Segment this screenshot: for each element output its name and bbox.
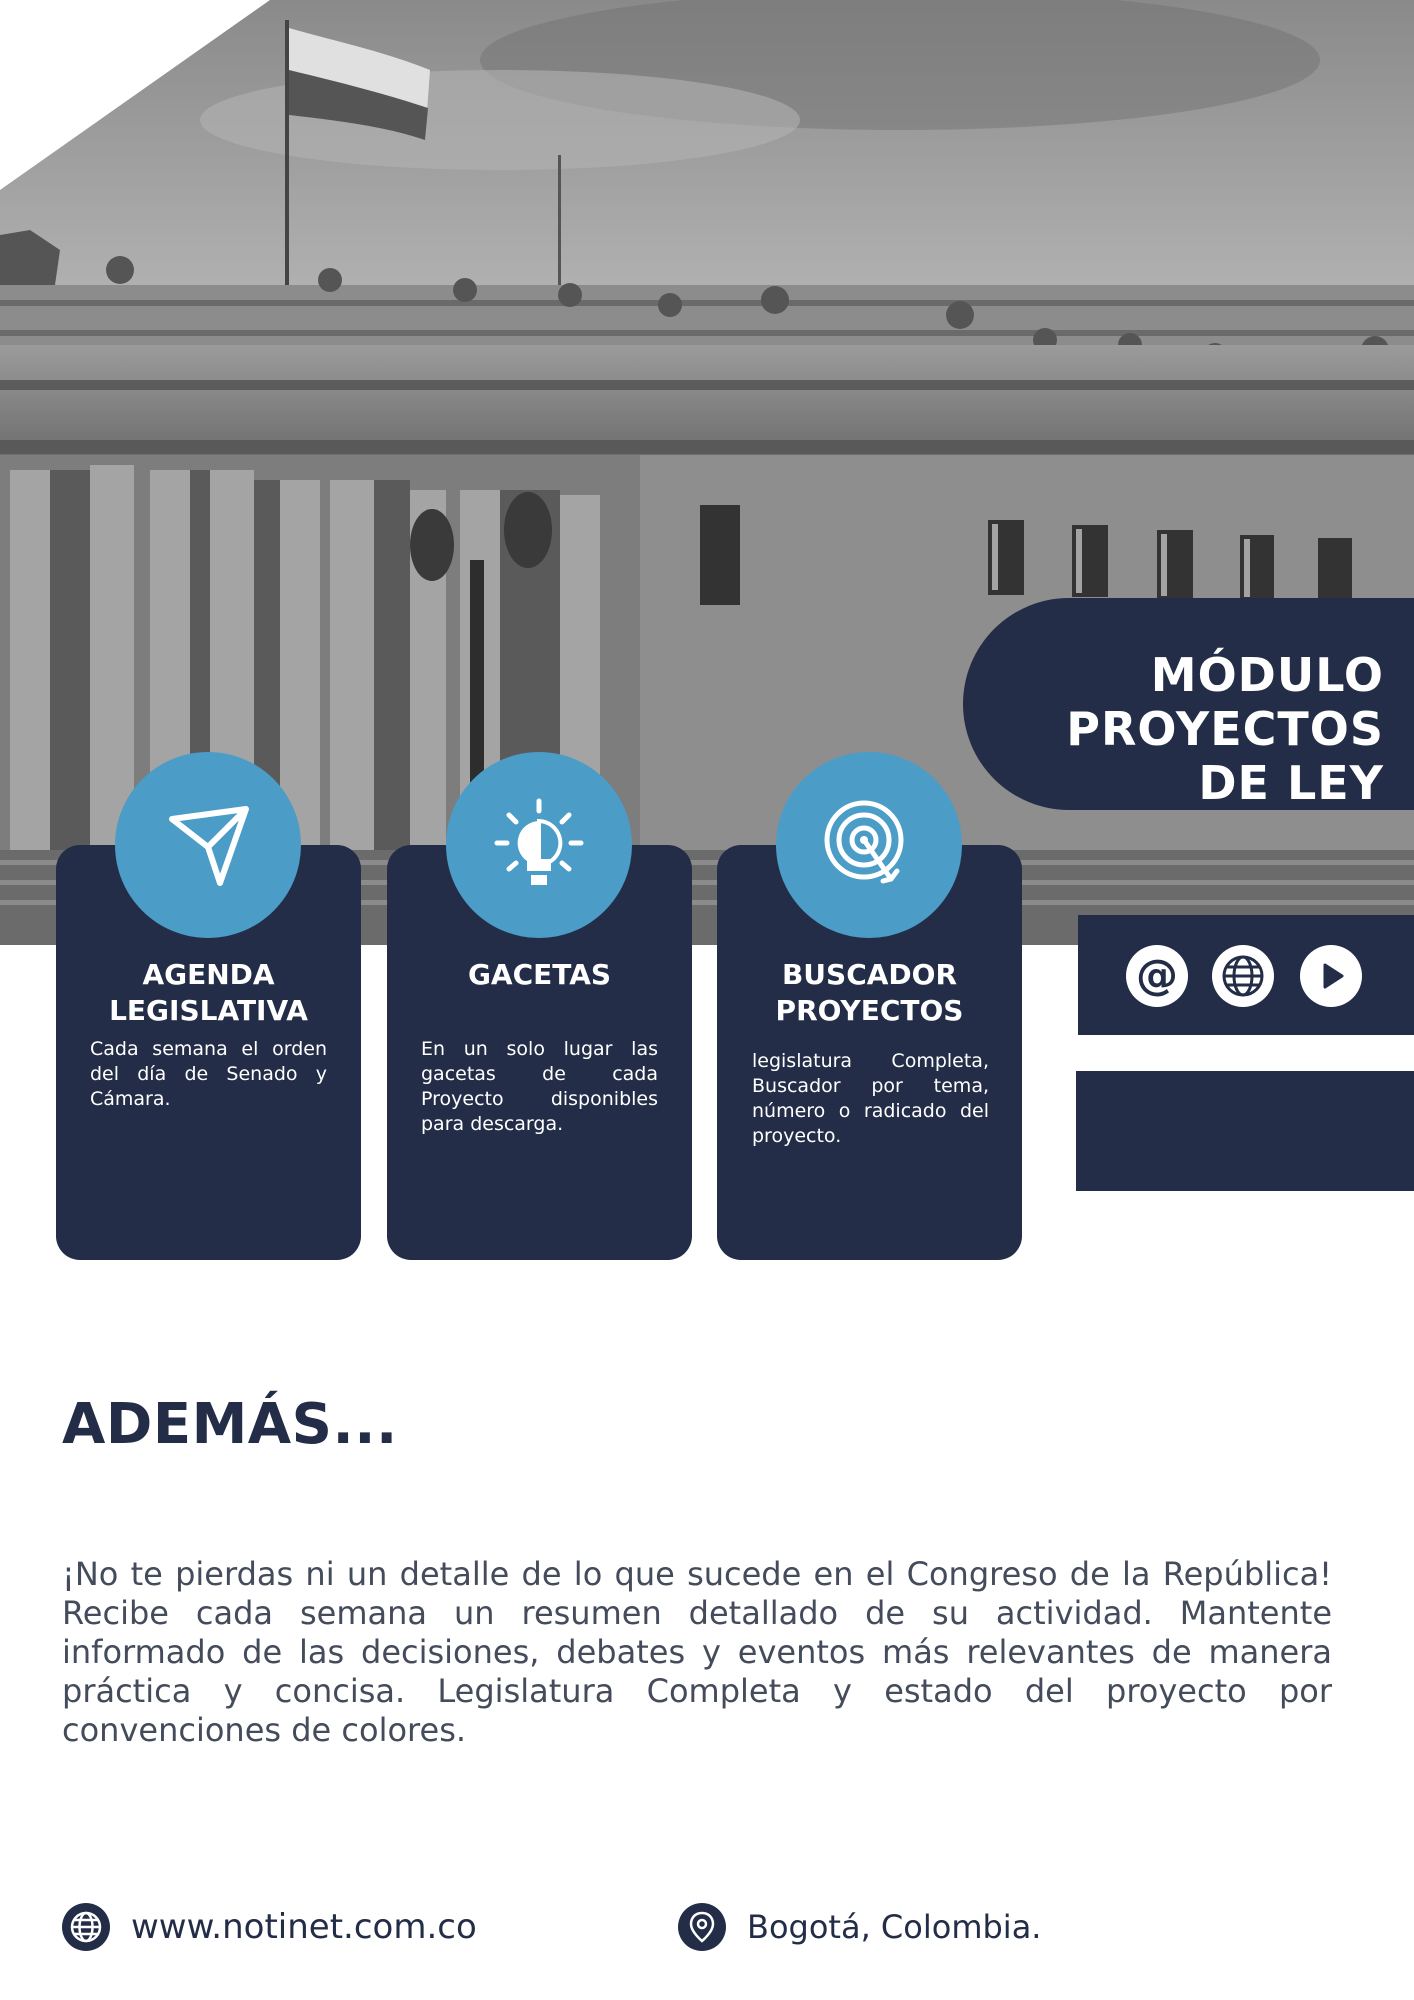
target-icon xyxy=(819,795,919,895)
card-title-line-1: BUSCADOR xyxy=(781,958,958,991)
play-icon xyxy=(1300,945,1362,1007)
ademas-body: ¡No te pierdas ni un detalle de lo que sucede en el Congreso de la República! Recibe cada semana un resumen detallado de su actividad. Mantente informado de las decisiones, debates y eventos más relevantes de manera práctica y concisa. Legislatura Completa y estado del proyecto por convenciones de colores. xyxy=(62,1555,1332,1749)
card-title-line-1: AGENDA xyxy=(142,958,275,991)
footer-globe-icon xyxy=(62,1903,110,1951)
card-icon-circle xyxy=(115,752,301,938)
card-title-line-2: PROYECTOS xyxy=(775,994,964,1027)
at-icon: @ xyxy=(1136,950,1178,999)
footer-location: Bogotá, Colombia. xyxy=(747,1908,1042,1946)
website-button[interactable] xyxy=(1212,945,1274,1007)
send-icon xyxy=(158,795,258,895)
email-button[interactable] xyxy=(1126,945,1188,1007)
title-line-2: PROYECTOS xyxy=(1066,702,1384,756)
decorative-bar xyxy=(1076,1071,1414,1191)
location-pin-icon xyxy=(678,1903,726,1951)
card-title-line-1: GACETAS xyxy=(467,958,612,991)
card-icon-circle xyxy=(446,752,632,938)
title-line-1: MÓDULO xyxy=(1150,648,1384,702)
footer-website-link[interactable]: www.notinet.com.co xyxy=(131,1907,477,1947)
card-icon-circle xyxy=(776,752,962,938)
globe-icon xyxy=(1212,945,1274,1007)
card-description: En un solo lugar las gacetas de cada Proyecto disponibles para descarga. xyxy=(421,1038,658,1135)
lightbulb-icon xyxy=(489,795,589,895)
module-title-banner xyxy=(963,598,1414,810)
card-description: Cada semana el orden del día de Senado y Cámara. xyxy=(90,1038,327,1110)
ademas-heading: ADEMÁS... xyxy=(62,1392,398,1457)
video-button[interactable] xyxy=(1300,945,1362,1007)
card-description: legislatura Completa, Buscador por tema, número o radicado del proyecto. xyxy=(752,1050,989,1147)
title-line-3: DE LEY xyxy=(1198,756,1384,810)
card-title-line-2: LEGISLATIVA xyxy=(109,994,308,1027)
social-links-bar xyxy=(1078,915,1414,1035)
